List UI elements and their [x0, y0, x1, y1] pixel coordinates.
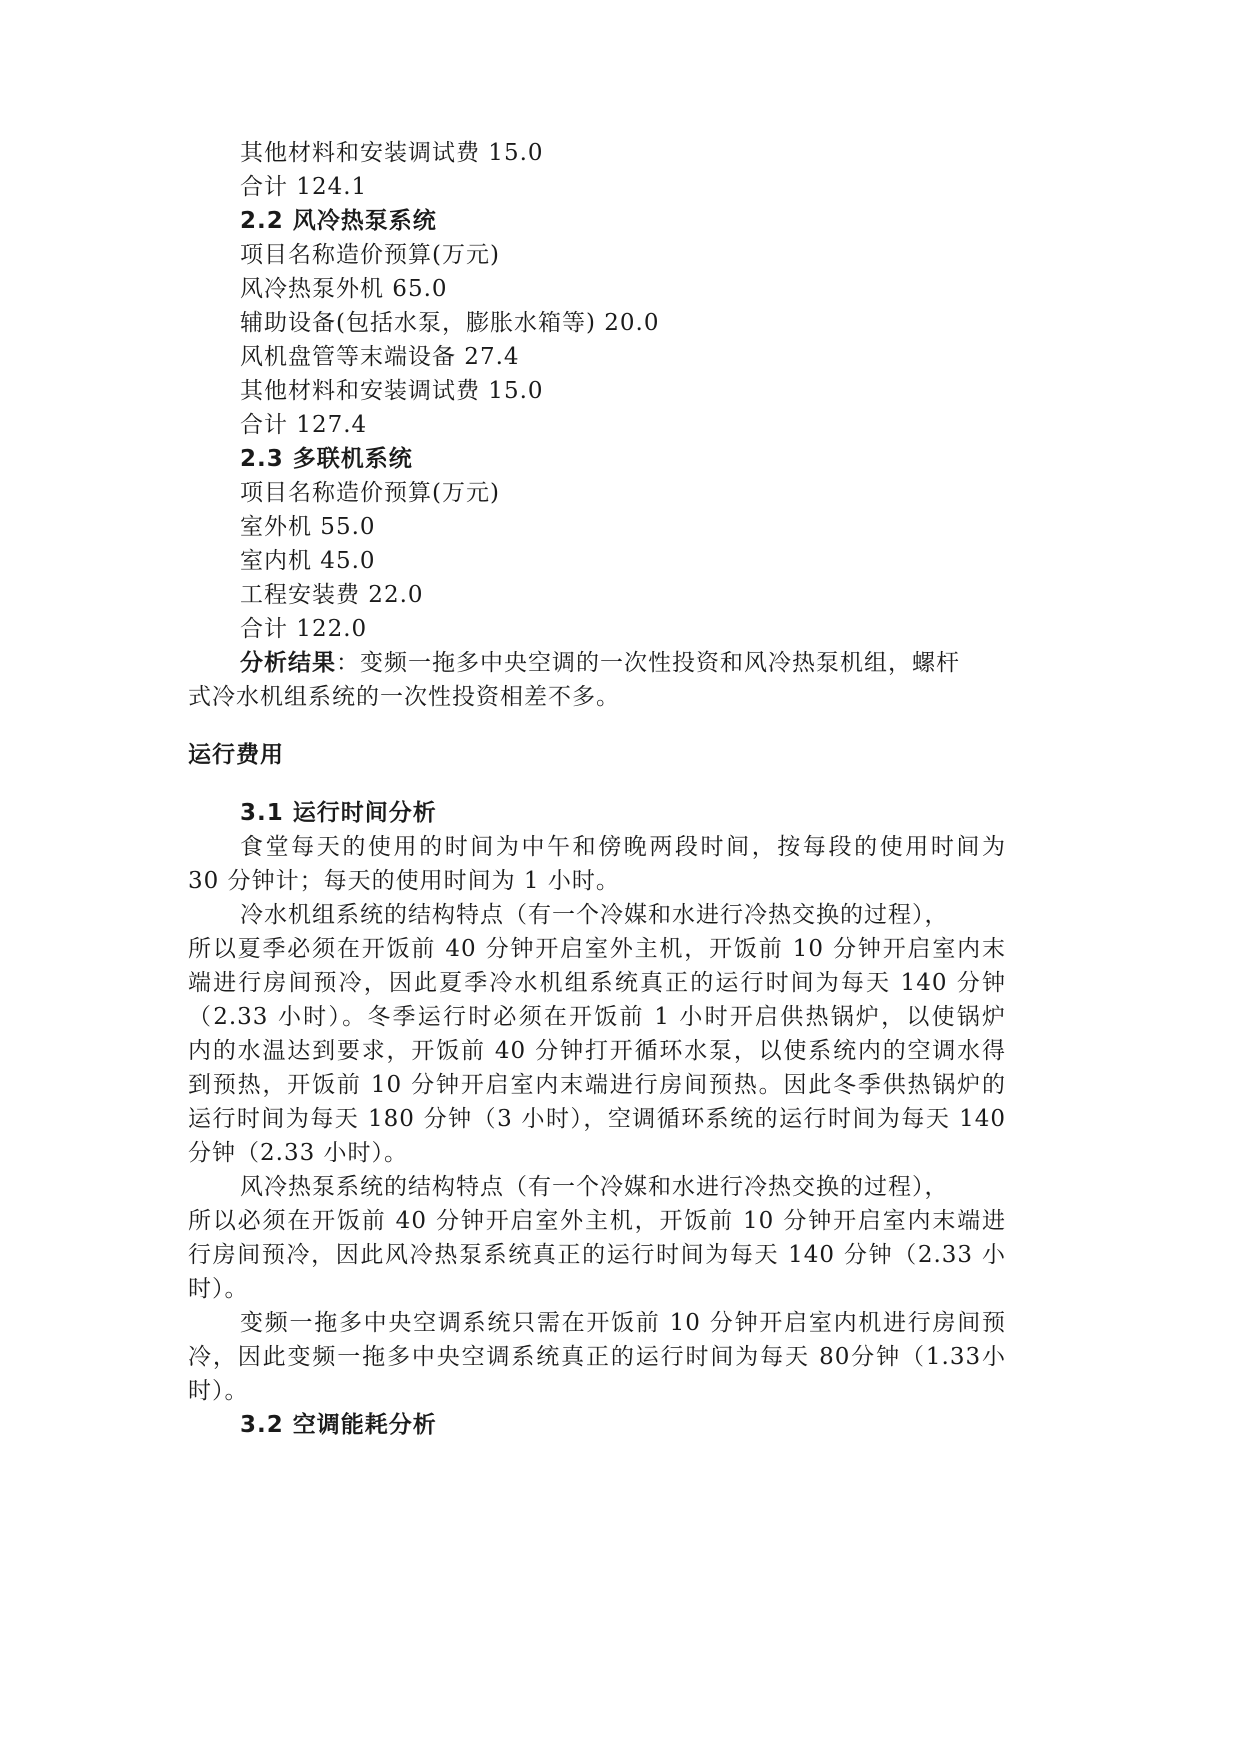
paragraph-line: 时）。 — [188, 1378, 249, 1404]
paragraph-line: 时）。 — [188, 1276, 249, 1302]
paragraph-line: 到预热，开饭前 10 分钟开启室内末端进行房间预热。因此冬季供热锅炉的 — [188, 1072, 1006, 1098]
paragraph-line: 食堂每天的使用的时间为中午和傍晚两段时间，按每段的使用时间为 — [240, 834, 1006, 860]
table-header-row: 项目名称造价预算(万元) — [240, 480, 500, 506]
paragraph-line: 冷水机组系统的结构特点（有一个冷媒和水进行冷热交换的过程）， — [240, 902, 949, 928]
analysis-result-text: ：变频一拖多中央空调的一次性投资和风冷热泵机组，螺杆 — [336, 650, 960, 676]
cost-row: 风冷热泵外机 65.0 — [240, 276, 448, 302]
paragraph-line: 冷，因此变频一拖多中央空调系统真正的运行时间为每天 80分钟（1.33小 — [188, 1344, 1006, 1370]
cost-total-row: 合计 124.1 — [240, 174, 368, 200]
section-heading-2-3: 2.3 多联机系统 — [240, 446, 413, 472]
cost-row: 工程安装费 22.0 — [240, 582, 424, 608]
cost-row: 辅助设备(包括水泵，膨胀水箱等) 20.0 — [240, 310, 660, 336]
cost-row: 其他材料和安装调试费 15.0 — [240, 378, 544, 404]
cost-row: 风机盘管等末端设备 27.4 — [240, 344, 520, 370]
paragraph-line: 分钟（2.33 小时）。 — [188, 1140, 409, 1166]
table-header-row: 项目名称造价预算(万元) — [240, 242, 500, 268]
cost-row: 室内机 45.0 — [240, 548, 376, 574]
cost-total-row: 合计 127.4 — [240, 412, 368, 438]
section-title-operating-cost: 运行费用 — [188, 742, 284, 768]
paragraph-line: 30 分钟计；每天的使用时间为 1 小时。 — [188, 868, 620, 894]
paragraph-line: 运行时间为每天 180 分钟（3 小时），空调循环系统的运行时间为每天 140 — [188, 1106, 1006, 1132]
section-heading-3-2: 3.2 空调能耗分析 — [240, 1412, 437, 1438]
paragraph-line: 所以必须在开饭前 40 分钟开启室外主机，开饭前 10 分钟开启室内末端进 — [188, 1208, 1006, 1234]
paragraph-line: 风冷热泵系统的结构特点（有一个冷媒和水进行冷热交换的过程）， — [240, 1174, 949, 1200]
paragraph-line: 端进行房间预冷，因此夏季冷水机组系统真正的运行时间为每天 140 分钟 — [188, 970, 1006, 996]
paragraph-line: 行房间预冷，因此风冷热泵系统真正的运行时间为每天 140 分钟（2.33 小 — [188, 1242, 1006, 1268]
analysis-result-label: 分析结果 — [240, 650, 336, 676]
paragraph-line: 所以夏季必须在开饭前 40 分钟开启室外主机，开饭前 10 分钟开启室内末 — [188, 936, 1006, 962]
section-heading-2-2: 2.2 风冷热泵系统 — [240, 208, 437, 234]
cost-total-row: 合计 122.0 — [240, 616, 368, 642]
analysis-result-line — [240, 648, 960, 678]
cost-row: 室外机 55.0 — [240, 514, 376, 540]
cost-row: 其他材料和安装调试费 15.0 — [240, 140, 544, 166]
paragraph-line: 变频一拖多中央空调系统只需在开饭前 10 分钟开启室内机进行房间预 — [240, 1310, 1006, 1336]
paragraph-line: 内的水温达到要求，开饭前 40 分钟打开循环水泵，以使系统内的空调水得 — [188, 1038, 1006, 1064]
analysis-result-line: 式冷水机组系统的一次性投资相差不多。 — [188, 684, 620, 710]
section-heading-3-1: 3.1 运行时间分析 — [240, 800, 437, 826]
paragraph-line: （2.33 小时）。冬季运行时必须在开饭前 1 小时开启供热锅炉，以使锅炉 — [188, 1004, 1006, 1030]
